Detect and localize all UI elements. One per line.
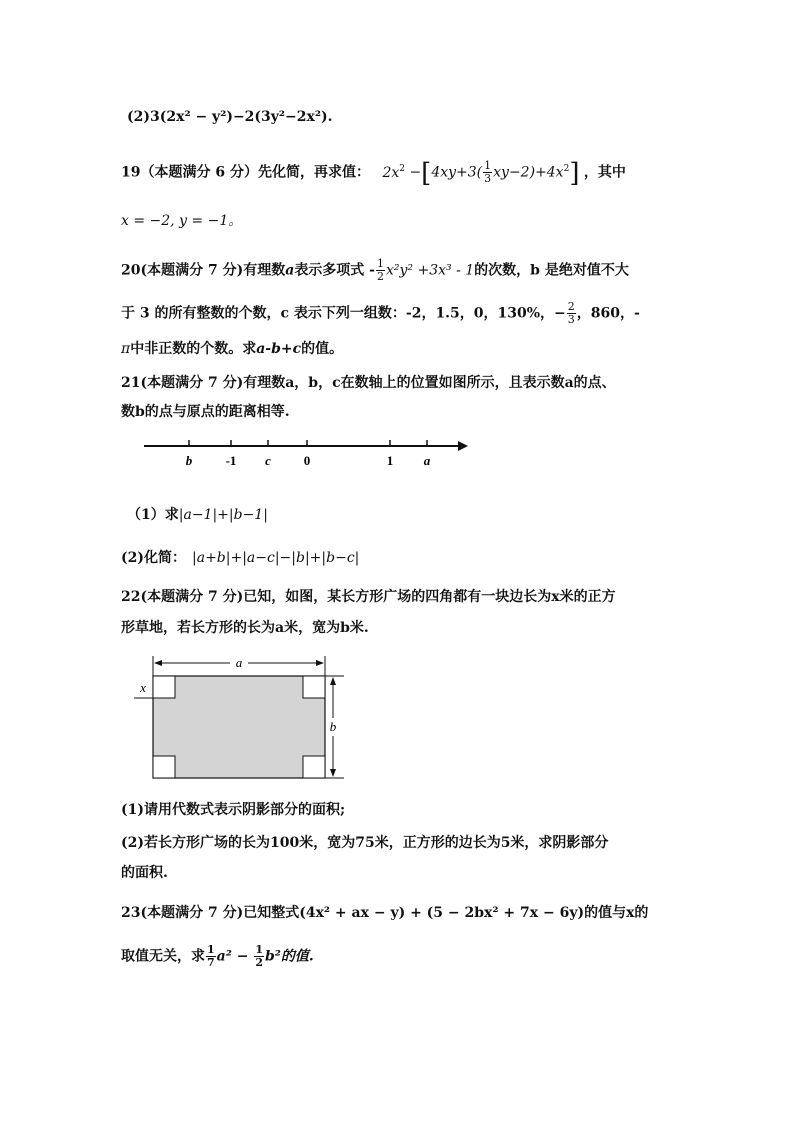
label-b: b — [185, 453, 193, 468]
q19-fraction: $\frac{1}{3}$ — [484, 159, 492, 185]
q20-line3 — [121, 340, 343, 358]
q19-line1 — [121, 158, 626, 189]
corner-square-top-left — [153, 676, 175, 698]
q20-fraction2: $\frac{2}{3}$ — [567, 300, 575, 326]
label-b: b — [329, 719, 337, 734]
label-a: a — [423, 453, 431, 468]
q20-numbers2: ，860，- — [576, 305, 640, 322]
q20-line1 — [121, 258, 629, 283]
q23-line1: 23(本题满分 7 分)已知整式(4x² + ax − y) + (5 − 2bx² + 7x − 6y)的值与x的 — [121, 905, 649, 921]
q20-text3: 中非正数的个数。求 — [130, 341, 257, 357]
q20-var-a: a — [285, 262, 295, 279]
q23-fraction2: $\frac{1}{2}$ — [255, 943, 263, 969]
q20-polynomial: x²y² +3x³ - 1 — [386, 262, 475, 279]
q21-part2 — [121, 549, 359, 567]
q21-part1-expr: |a−1|+|b−1| — [178, 507, 268, 523]
number-line-figure — [140, 436, 480, 470]
number-line-arrow — [458, 441, 468, 451]
rectangle-plaza-figure — [130, 652, 350, 782]
q20-fraction: $\frac{1}{2}$ — [377, 257, 384, 283]
q22-part2-line2: 的面积. — [121, 865, 168, 881]
q21-part2-label: (2)化简： — [121, 550, 186, 566]
q22-line2: 形草地，若长方形的长为a米，宽为b米. — [121, 620, 369, 636]
q22-part1: (1)请用代数式表示阴影部分的面积; — [121, 802, 346, 818]
q23-fraction1: $\frac{1}{7}$ — [207, 943, 215, 969]
corner-square-bottom-left — [153, 756, 175, 778]
shaded-region — [153, 676, 325, 778]
q21-part2-expr: |a+b|+|a−c|−|b|+|b−c| — [192, 550, 360, 566]
q19-sup: 2 — [399, 163, 405, 174]
q20-expression: a-b+c — [256, 341, 302, 357]
q21-line2: 数b的点与原点的距离相等. — [121, 404, 290, 420]
q19-expr-d: xy−2)+4x — [493, 164, 564, 181]
q19-lead: 19（本题满分 6 分）先化简，再求值： — [121, 164, 370, 181]
label-0: 0 — [303, 453, 311, 468]
label-1: 1 — [386, 453, 394, 468]
q19-expr-c: 4xy+3( — [431, 164, 483, 181]
q19-expr-b: − — [409, 164, 422, 181]
q21-part1-label: （1）求 — [127, 507, 179, 523]
q19-right-bracket: ] — [569, 158, 580, 189]
q20-text4: 的值。 — [301, 341, 344, 357]
q19-expr-a: 2x — [382, 164, 400, 181]
label-x: x — [140, 680, 146, 695]
q19-sup2: 2 — [563, 163, 570, 174]
q20-numbers: 于 3 的所有整数的个数，c 表示下列一组数：-2，1.5，0，130%，− — [121, 305, 566, 322]
q21-line1: 21(本题满分 7 分)有理数a，b，c在数轴上的位置如图所示，且表示数a的点、 — [121, 375, 616, 391]
q20-lead: 20(本题满分 7 分)有理数 — [121, 262, 286, 279]
q19-condition: x = −2, y = −1。 — [121, 213, 243, 229]
label-c: c — [265, 453, 271, 468]
q20-text2: 的次数，b 是绝对值不大 — [474, 262, 629, 279]
q23-line2 — [121, 944, 314, 969]
label-a: a — [235, 655, 243, 670]
q18-part2-expression: (2)3(2x² − y²)−2(3y²−2x²). — [127, 109, 333, 125]
q21-part1 — [127, 506, 268, 524]
q20-pi: π — [121, 341, 131, 357]
q20-text1: 表示多项式 - — [294, 262, 375, 279]
q23-term1: a² − — [216, 948, 254, 965]
q22-part2-line1: (2)若长方形广场的长为100米，宽为75米，正方形的边长为5米，求阴影部分 — [121, 835, 609, 851]
q23-term2: b²的值. — [265, 948, 314, 965]
q20-line2 — [121, 301, 640, 326]
label-neg1: -1 — [225, 453, 237, 468]
q22-line1: 22(本题满分 7 分)已知，如图，某长方形广场的四角都有一块边长为x米的正方 — [121, 589, 616, 605]
corner-square-bottom-right — [303, 756, 325, 778]
q19-left-bracket: [ — [421, 158, 432, 189]
q19-tail: ，其中 — [583, 164, 626, 181]
q23-text1: 取值无关，求 — [121, 948, 205, 965]
corner-square-top-right — [303, 676, 325, 698]
